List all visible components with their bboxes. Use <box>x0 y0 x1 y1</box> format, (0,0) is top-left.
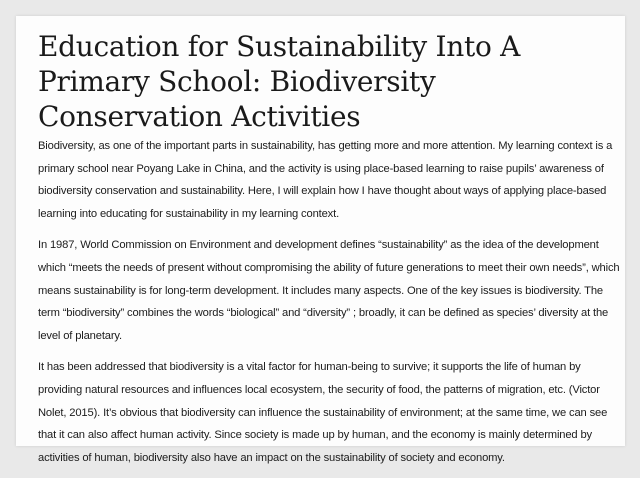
text-line: primary school near Poyang Lake in China, and the activity is using place-based learning to raise pupils’ awareness of <box>38 162 604 175</box>
text-line: which “meets the needs of present without compromising the ability of future generations to meet their own needs”, which <box>38 261 620 274</box>
paragraph-intro <box>38 135 619 225</box>
title-line: Primary School: Biodiversity <box>38 65 436 98</box>
text-line: learning into educating for sustainability in my learning context. <box>38 207 340 220</box>
text-line: means sustainability is for long-term development. It includes many aspects. One of the key issues is biodiversity. The <box>38 284 603 297</box>
text-line: Nolet, 2015). It’s obvious that biodiversity can influence the sustainability of environment; at the same time, we can see <box>38 406 608 419</box>
text-line: level of planetary. <box>38 329 123 342</box>
article-title <box>38 29 520 134</box>
text-line: that it can also affect human activity. Since society is made up by human, and the economy is mainly determined by <box>38 429 592 442</box>
text-line: In 1987, World Commission on Environment and development defines “sustainability” as the idea of the development <box>38 239 599 252</box>
text-line: providing natural resources and influences local ecosystem, the security of food, the patterns of migration, etc. (Victor <box>38 383 600 396</box>
text-line: term “biodiversity” combines the words “biological” and “diversity” ; broadly, it can be defined as species’ diversity at the <box>38 307 609 320</box>
article-body <box>38 135 619 478</box>
paragraph-importance <box>38 356 619 469</box>
text-line: biodiversity conservation and sustainability. Here, I will explain how I have thought about ways of applying place-based <box>38 185 607 198</box>
text-line: It has been addressed that biodiversity is a vital factor for human-being to survive; it supports the life of human by <box>38 361 581 374</box>
text-line: activities of human, biodiversity also have an impact on the sustainability of society and economy. <box>38 451 505 464</box>
title-line: Conservation Activities <box>38 100 361 133</box>
paragraph-definition <box>38 234 619 347</box>
article-card <box>16 16 625 464</box>
title-line: Education for Sustainability Into A <box>38 30 521 63</box>
text-line: Biodiversity, as one of the important parts in sustainability, has getting more and more attention. My learning context is a <box>38 140 613 152</box>
